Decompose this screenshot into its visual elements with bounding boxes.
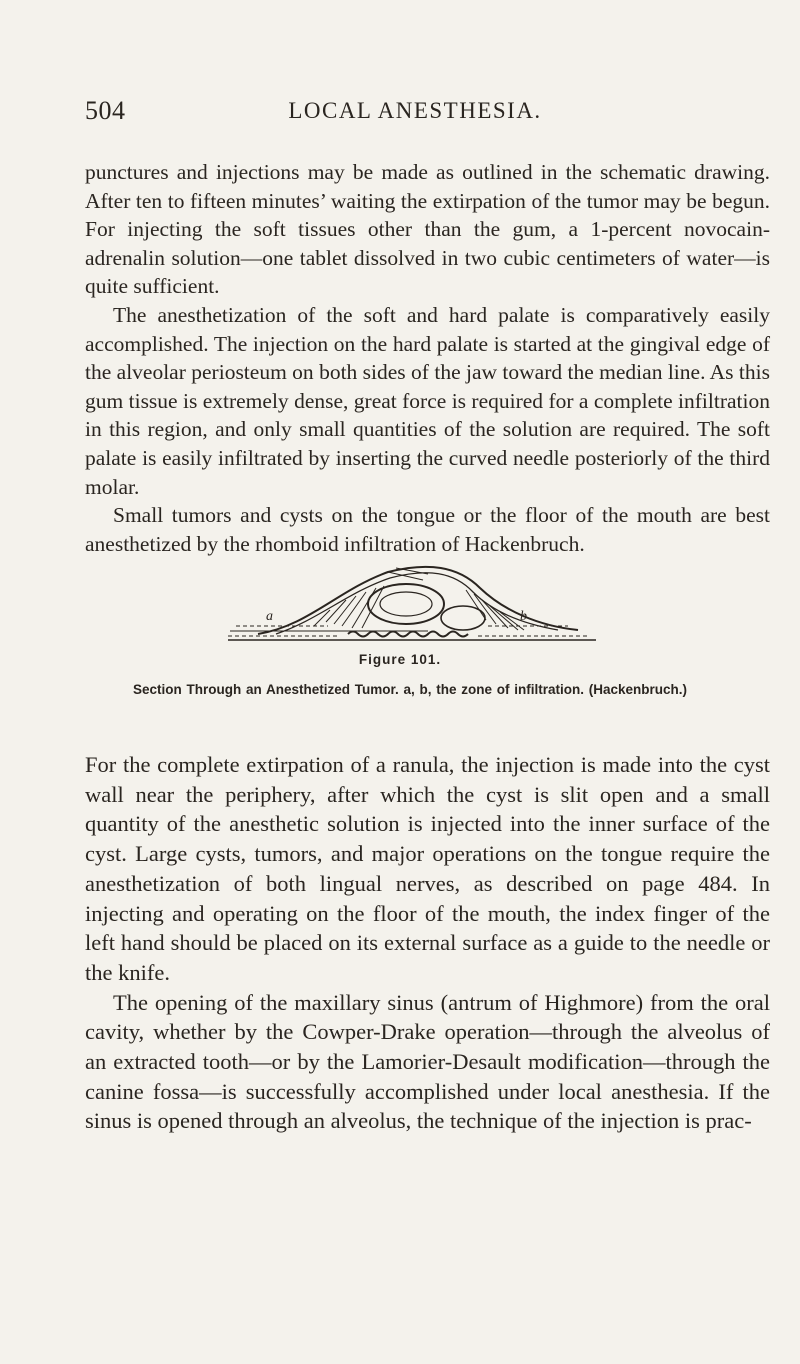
page-number: 504 [85, 96, 126, 125]
figure-101 [0, 650, 800, 651]
tumor-section-illustration [218, 560, 598, 645]
text-block-top [85, 158, 770, 558]
figure-caption: Section Through an Anesthetized Tumor. a, b, the zone of infiltration. (Hackenbruch.) [132, 682, 688, 697]
figure-label-b: b [520, 609, 527, 624]
paragraph: punctures and injections may be made as outlined in the schematic drawing. After ten to fifteen minutes’ waiting the extirpation of the tumor may be begun. For injecting the soft tissues other than the gum, a 1-percent novocain-adrenalin solution—one tablet dissolved in two cubic centimeters of water—is quite sufficient. [85, 160, 770, 299]
paragraph: For the complete extirpation of a ranula, the injection is made into the cyst wall near the periphery, after which the cyst is slit open and a small quantity of the anesthetic solution is injected into the inner surface of the cyst. Large cysts, tumors, and major operations on the tongue require the anesthetization of both lingual nerves, as described on page 484. In injecting and operating on the floor of the mouth, the index finger of the left hand should be placed on its external surface as a guide to the needle or the knife. [85, 752, 770, 985]
paragraph: The opening of the maxillary sinus (antrum of Highmore) from the oral cavity, whether by the Cowper-Drake operation—through the alveolus of an extracted tooth—or by the Lamorier-Desault modification—through the canine fossa—is successfully accomplished under local anesthesia. If the sinus is opened through an alveolus, the technique of the injection is prac- [85, 989, 770, 1134]
figure-title: Figure 101. [358, 652, 442, 667]
paragraph: The anesthetization of the soft and hard palate is comparatively easily accomplished. The injection on the hard palate is started at the gingival edge of the alveolar periosteum on both sides of the jaw toward the median line. As this gum tissue is extremely dense, great force is required for a complete infiltration in this region, and only small quantities of the solution are required. The soft palate is easily infiltrated by inserting the curved needle posteriorly of the third molar. [85, 302, 770, 499]
text-block-bottom [85, 750, 770, 1136]
running-head: LOCAL ANESTHESIA. [288, 98, 542, 123]
figure-label-a: a [266, 609, 273, 624]
page-header [0, 96, 800, 136]
paragraph: Small tumors and cysts on the tongue or the floor of the mouth are best anesthetized by the rhomboid infiltration of Hackenbruch. [85, 503, 770, 556]
